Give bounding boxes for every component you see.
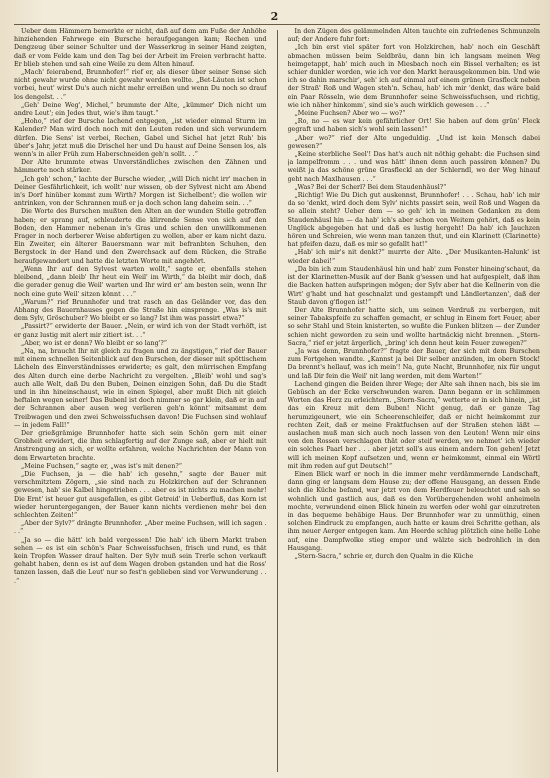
paragraph: Lachend gingen die Beiden ihrer Wege; der Alte sah ihnen nach, bis sie im Gebüsch an der Ecke verschwunden waren. Dann begann er in schlimmen Worten das Herz zu erleichtern. „Stern-Sacra,“ wetterte er in sich hinein, „ist das ein Kreuz mit dem Buben! Nicht genug, daß er ganze Tag herumzigeunert, wie ein Scheerenschleifer, daß er nicht heimkommt zur rechten Zeit, daß er meine Fraktfuchsen auf der Straßen stehen läßt — auslachen muß man sich auch noch lassen von den Leuten! Wenn mir eins von den Rossen verschlagen thät oder steif werden, wo nehmet' ich wieder ein solches Paarl her . . . aber jetzt soll's aus einem andern Ton gehen! Jetzt will ich meinen Kopf aufsetzen und, wenn er heimkommt, einmal ein Wörtl mit ihm reden auf gut Deutsch!“ xyxy=(287,380,540,470)
paragraph: Der Alte brummte etwas Unverständliches zwischen den Zähnen und hämmerte noch stärker. xyxy=(14,159,267,175)
paragraph: Einen Blick warf er noch in die immer mehr verdämmernde Landschaft, dann ging er langsam dem Hause zu; der offene Hausgang, an dessen Ende sich die Küche befand, war jetzt von dem Herdfeuer beleuchtet und sah so wohnlich und gastlich aus, daß es den Vorübergehenden wohl anheimeln mochte, verwundend einen Blick hinein zu werfen oder wohl gar einzutreten in das bequeme behäbige Haus. Der Brunnhofer war zu unmüthig, einen solchen Eindruck zu empfangen, auch hatte er kaum drei Schritte gethan, als ihm neuer Aerger entgegen kam. Am Heerde schlug plötzlich eine helle Lohe auf, eine Dampfwolke stieg empor und wälzte sich bedrohlich in den Hausgang. xyxy=(287,470,540,552)
paragraph: „Ich bin erst viel später fort von Holzkirchen, hab' noch ein Geschäft abmachen müssen beim Seldbräu, dann bin ich langsam meinen Weg heimgetappt, hab' mich auch in Miesbach noch ein Bissel verhalten; es ist schier dunkler worden, wie ich vor den Markt herausgekommen bin. Und wie ich so dahin marschir', seh' ich auf einmal auf einem grünen Grasfleck neben der Straß' Roß und Wagen steh'n. Schau, hab' ich mir 'denkt, das wäre bald ein Paar Rösseln, wie dem Brunnhofer seine Schweissfuchsen, und richtig, wie ich näher hinkomm', sind sie's auch wirklich gewesen . . .“ xyxy=(287,44,540,109)
paragraph: „Wenn Ihr auf den Sylvest warten wollt,“ sagte er, ebenfalls stehen bleibend, „dann bleib' Ihr heut ein Weil' im Wirth,“ da bleibt mir doch, daß die gerader genug die Weil' warten und Ihr wird er' am besten sein, wenn Ihr noch eine gute Weil' sitzen könnt . . .“ xyxy=(14,265,267,298)
paragraph: „Richtig! Wie Du Dich gut auskennst, Brunnhofer! . . . Schau, hab' ich mir da so 'denkt, wird doch dem Sylv' nichts passirt sein, weil Roß und Wagen da so allein steht? Ueber dem — so geh' ich in meinen Gedanken zu dem Staudenhäusl hin — da hab' ich's aber schon von Weitem gehört, daß es kein Unglück abgegeben hat und daß es lustig hergeht! Da hab' ich Jauchzen hören und Schreien, wie wenn man tanzen thut, und ein Klarinett (Clarinette) hat pfeifen dazu, daß es mir so gefallt hat!“ xyxy=(287,192,540,249)
paragraph: Der Alte Brunnhofer hatte sich, um seinen Verdruß zu verbergen, mit seiner Tabakspfeife zu schaffen gemacht, er schlug in Einem fort Feuer, aber so sehr Stahl und Stein knisterten, so wußte die Funken blitzen — der Zunder schien nicht geworden zu sein und wollte hartnäckig nicht brennen. „Stern-Sacra,“ rief er jetzt ärgerlich, „bring' ich denn heut kein Feuer zuwegen?“ xyxy=(287,306,540,347)
paragraph: „Geh' Deine Weg', Michel,“ brummte der Alte, „kümmer' Dich nicht um andre Leut'; ein Jedes thut, wie's ihm taugt.“ xyxy=(14,101,267,118)
paragraph: „Ja was denn, Brunnhofer?“ fragte der Bauer, der sich mit dem Burschen zum Fortgehen wandte. „Kannst ja bei Dir selber anzünden, im obern Stock! Da brennt's hellauf, was ich mein'! Na, gute Nacht, Brunnhofer, nix für ungut und laß Dir fein die Weil' nit lang werden, mit dem Warten!“ xyxy=(287,347,540,380)
left-column xyxy=(14,28,267,772)
paragraph: „Aber, wo ist er denn? Wo bleibt er so lang'?“ xyxy=(21,339,168,347)
paragraph: „Ja so — die hätt' ich bald vergessen! Die hab' ich übern Markt traben sehen — es ist ein schön's Paar Schweissfuchsen, frisch und rund, es thät kein Tropfen Wasser drauf halten. Der Sylv muß sein Trerle schon verkauft gehabt haben, denn es ist auf dem Wagen droben gstanden und hat die Ross' tanzen lassen, daß die Leut' nur so fest'n geblieben sind vor Verwunderung . . .“ xyxy=(14,536,267,585)
paragraph: „Hab' ich mir's nit denkt?“ murrte der Alte. „Der Musikanten-Halunk' ist wieder dabei!“ xyxy=(287,249,540,265)
paragraph: „Na, na, braucht Ihr nit gleich zu fragen und zu ängstigen,“ rief der Bauer mit einem schnellen Seitenblick auf den Burschen, der dieser mit spöttischem Lächeln des Einverständnisses erwiderte; es galt, den mürrischen Empfang des Alten durch eine derbe Nachricht zu vergelten. „Bleib' wohl und sag's auch alle Welt, daß Du den Buben, Deinen einzigen Sohn, daß Du die Stadt und in ihn hineinschaust, wie in einen Spiegel, aber mußt Dich nit gleich heftalen wegen seiner! Das Bubenl ist doch nimmer so gar klein, daß er in auf der Schrannen aber ausen weg verlieren geh'n könnt' mitsammt dem Treibwagen und den zwei Schweissfuchsen davon! Die Fuchsen sind wohlauf — in jedem Fall!“ xyxy=(14,347,267,429)
text-columns xyxy=(14,28,540,772)
paragraph: Der grießgrämige Brunnhofer hatte sich sein Schön gern mit einer Grobheit erwidert, die ihm schlagfertig auf der Zunge saß, aber er hielt mit Anstrengung an sich, er wollte erfahren, welche Nachrichten der Mann von dem Erwarteten brachte. xyxy=(14,429,267,462)
paragraph: „Die Fuchsen, ja — die hab' ich gesehn,“ sagte der Bauer mit verschmitztem Zögern, „sie sind nach zu Holzkirchen auf der Schrannen gewesen, hab' sie Kalbel hingetrieben . . . aber es ist nichts zu machen mehr! Die Ernt' ist heuer gut ausgefallen, es gibt Getreid' in Ueberfluß, das Korn ist wieder heruntergegangen, der Bauer kann nichts verdienen mehr bei den schlechten Zeiten!“ xyxy=(14,470,267,519)
paragraph: „Meine Fuchsen,“ sagte er, „was ist's mit denen?“ xyxy=(21,462,182,470)
paragraph: „Meine Fuchsen? Aber wo — wo?“ xyxy=(294,110,406,118)
paragraph: „Ro, no — es war kein gefährlicher Ort! Sie haben auf dem grün' Fleck gegraft und haben sich's wohl sein lassen!“ xyxy=(287,118,540,134)
paragraph: „Da bin ich zum Staudenhäusl hin und hab' zum Fenster hineing'schaut, da ist der Klarinetten-Musik auf der Bank g'sessen und hat aufgespielt, daß ihm die Backen hatten aufspringen mögen; der Sylv aber hat die Kellnerin von die Wirt' g'habt und hat geschnalzt und gestampft und Ländlertanzen', daß der Staub davon g'flogen ist!“ xyxy=(287,265,540,306)
page-number: 2 xyxy=(270,10,280,23)
paragraph: „Aber wo?“ rief der Alte ungeduldig. „Und ist kein Mensch dabei gewesen?“ xyxy=(287,134,540,150)
paragraph: „Mach' feierabend, Brunnhofer!“ rief er, als dieser über seiner Sense sich nicht gewahr wurde ohne nicht gewahr werden wollte. „Bet-Läuten ist schon vorbei, heut' wirst Du's auch nicht mehr erreißen und wenn Du noch so drauf los dengelst. . .“ xyxy=(14,69,267,101)
paragraph: „Stern-Sacra,“ schrie er, durch den Qualm in die Küche xyxy=(294,553,474,560)
paragraph: „Aber der Sylv?“ drängte Brunnhofer. „Aber meine Fuchsen, will ich sagen . . .“ xyxy=(14,520,267,536)
paragraph: Die Worte des Burschen mußten den Alten an der wunden Stelle getroffen haben; er sprang auf, schleuderte die klirrende Sense von sich auf den Boden, den Hammer nebenan in's Gras und schien den unwillkommenen Frager in noch derberer Weise abfertigen zu wollen, aber er kam nicht dazu. Ein Zweiter, ein älterer Bauersmann war mit befranbten Schuhen, den Bergstock in der Hand und den Zwerchsack auf dem Rücken, die Straße heraufgewandert und hatte die letzten Worte mit angehört. xyxy=(14,208,267,265)
paragraph: In den Zügen des gelämmelnden Alten tauchte ein zufriedenes Schmunzeln auf; der Andere fuhr fort: xyxy=(287,28,540,44)
paragraph: „Warum?“ rief Brunnhofer und trat rasch an das Geländer vor, das den Abhang des Bauernhauses gegen die Straße hin einsprenge. „Was is's mit dem Sylv, Gröschuber? Wo bleibt er so lang? Ist ihm was passirt etwa?“ xyxy=(14,298,267,323)
paragraph: Ueber dem Hämmern bemerkte er nicht, daß auf dem am Fuße der Anhöhe hinziehenden Fahrwege ein Bursche heraufgegangen kam; Rechen und Dengzeug über seiner Schulter und der Wasserkrug in seiner Hand zeigten, daß er vom Felde kam und den Tag bei der Arbeit im Freien verbracht hatte. Er blieb stehen und sah eine Weile zu dem Alten hinauf. xyxy=(14,28,267,68)
paragraph: „Keine sterbliche Seel'! Das hat's auch nit nöthig gehabt: die Fuchsen sind ja lampelfromm . . . und was hätt' ihnen denn auch passiren können? Du weißt ja das schöne grüne Grasfleckl an der Schlerndl, wo der Weg hinauf geht nach Maxlhausen . . .“ xyxy=(287,151,540,183)
paragraph: „Ich geh' schon,“ lachte der Bursche wieder, „will Dich nicht irr' machen in Deiner Gesfährlichkeit, ich wollt' nur wissen, ob der Sylvest nicht am Abend in's Dorf hinüber kommt zum Wirth? Morgen ist Sichelbent'; die wollen wir antrinken, von der Schrannen muß er ja doch schon lang daheim sein. . .“ xyxy=(14,175,267,208)
column-divider xyxy=(277,30,278,772)
paragraph: „Hoho,“ rief der Bursche lachend entgegen, „ist wieder einmal Sturm im Kalender? Man wird doch noch mit den Leuten reden und sich verwundern dürfen. Die Sens' ist verbei, Rechen, Gabel und Sichel hat jetzt Ruh' bis über's Jahr, jetzt muß die Drischel her und Du haust auf Deine Sensen los, als wenn's in aller Früh zum Haberschneiden geh'n sollt. . .“ xyxy=(14,118,267,159)
right-column xyxy=(288,28,541,772)
header-rule xyxy=(14,24,540,25)
paragraph: „Passirt?“ erwiderte der Bauer. „Nein, er wird ich von der Stadt verhöft, ist er ganz lustig mit alert mir zitiert ist. . .“ xyxy=(14,323,267,339)
paragraph: „Was? Bei der Scherl? Bei dem Staudenhäusl?“ xyxy=(294,183,447,191)
